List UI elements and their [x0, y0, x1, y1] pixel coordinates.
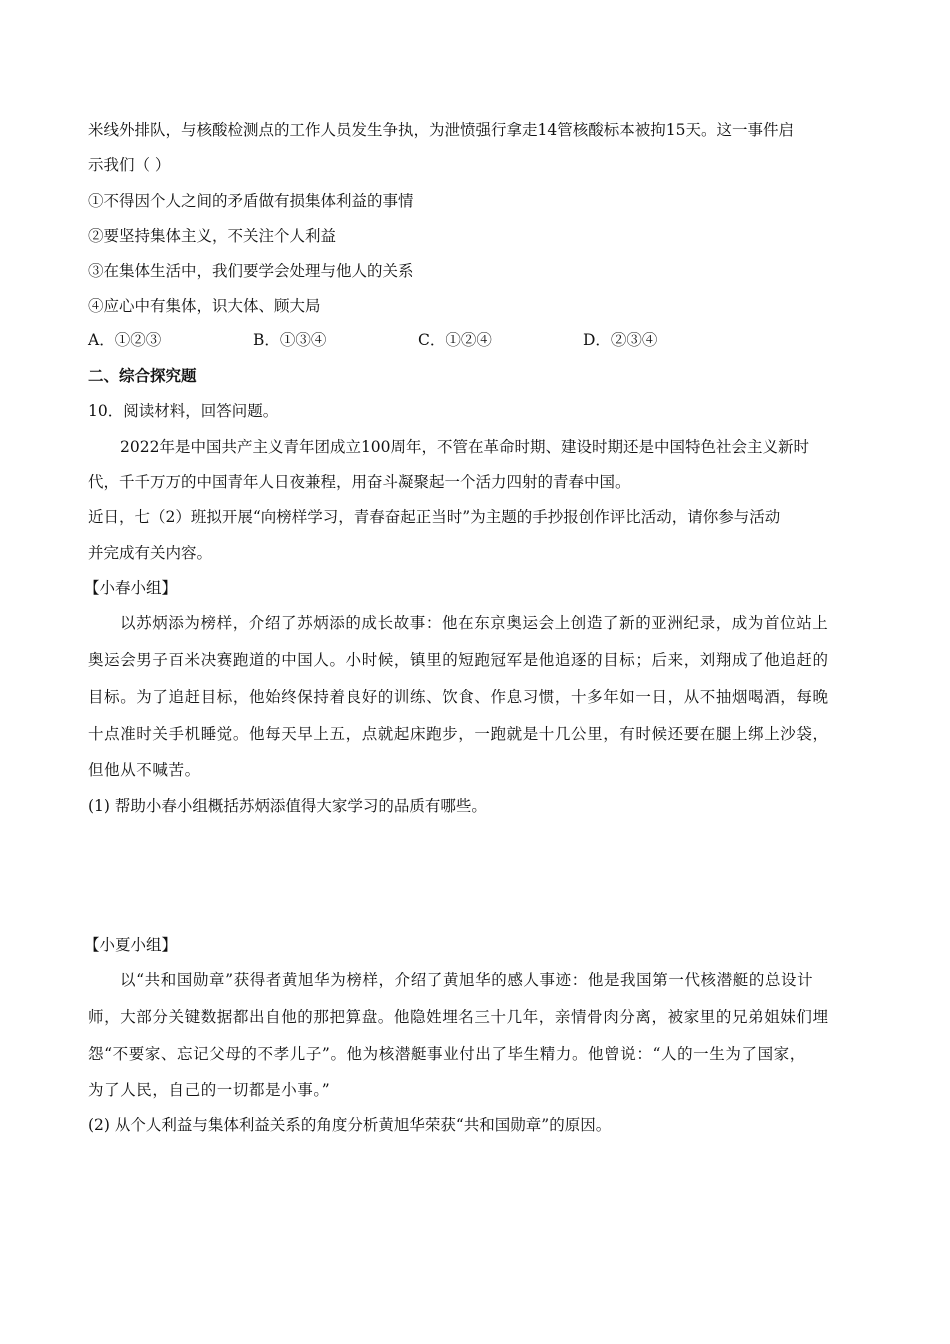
q10-material-line-1: 2022年是中国共产主义青年团成立100周年，不管在革命时期、建设时期还是中国特色社会主义新时	[120, 438, 810, 456]
q9-stem-line-1: 米线外排队，与核酸检测点的工作人员发生争执，为泄愤强行拿走14管核酸标本被拘15天。这一事件启	[88, 121, 794, 139]
q9-option-a[interactable]: A．①②③	[88, 331, 162, 349]
group1-line-3: 目标。为了追赶目标，他始终保持着良好的训练、饮食、作息习惯，十多年如一日，从不抽烟喝酒，每晚	[88, 688, 829, 706]
group2-line-2: 师，大部分关键数据都出自他的那把算盘。他隐姓埋名三十几年，亲情骨肉分离，被家里的兄弟姐妹们埋	[88, 1008, 829, 1026]
q10-activity-line-2: 并完成有关内容。	[88, 544, 213, 562]
q9-option-b[interactable]: B．①③④	[253, 331, 327, 349]
group1-line-4: 十点准时关手机睡觉。他每天早上五，点就起床跑步，一跑就是十几公里，有时候还要在腿上绑上沙袋，	[88, 725, 829, 743]
group1-line-2: 奥运会男子百米决赛跑道的中国人。小时候，镇里的短跑冠军是他追逐的目标；后来，刘翔成了他追赶的	[88, 651, 829, 669]
q9-statement-1: ①不得因个人之间的矛盾做有损集体利益的事情	[88, 192, 414, 210]
q10-subquestion-2: (2) 从个人利益与集体利益关系的角度分析黄旭华荣获“共和国勋章”的原因。	[88, 1116, 612, 1134]
q9-statement-2: ②要坚持集体主义，不关注个人利益	[88, 227, 337, 245]
q10-material-line-2: 代，千千万万的中国青年人日夜兼程，用奋斗凝聚起一个活力四射的青春中国。	[88, 473, 631, 491]
q10-intro: 10．阅读材料，回答问题。	[88, 402, 279, 420]
group2-line-1: 以“共和国勋章”获得者黄旭华为榜样，介绍了黄旭华的感人事迹：他是我国第一代核潜艇的总设计	[120, 971, 814, 989]
q9-statement-3: ③在集体生活中，我们要学会处理与他人的关系	[88, 262, 414, 280]
q10-subquestion-1: (1) 帮助小春小组概括苏炳添值得大家学习的品质有哪些。	[88, 797, 487, 815]
group1-line-1: 以苏炳添为榜样，介绍了苏炳添的成长故事：他在东京奥运会上创造了新的亚洲纪录，成为首位站上	[120, 614, 829, 632]
group2-line-3: 怨“不要家、忘记父母的不孝儿子”。他为核潜艇事业付出了毕生精力。他曾说：“人的一生为了国家，	[88, 1045, 806, 1063]
q9-option-c[interactable]: C．①②④	[418, 331, 492, 349]
group1-label: 【小春小组】	[84, 579, 178, 597]
section-heading: 二、综合探究题	[88, 366, 197, 385]
group2-label: 【小夏小组】	[84, 936, 178, 954]
q9-stem-line-2: 示我们（ ）	[88, 156, 171, 174]
group2-line-4: 为了人民，自己的一切都是小事。”	[88, 1081, 331, 1099]
q9-statement-4: ④应心中有集体，识大体、顾大局	[88, 297, 321, 315]
q10-activity-line-1: 近日，七（2）班拟开展“向榜样学习，青春奋起正当时”为主题的手抄报创作评比活动，请你参与活动	[88, 508, 781, 526]
q9-option-d[interactable]: D．②③④	[583, 331, 658, 349]
group1-line-5: 但他从不喊苦。	[88, 761, 201, 779]
